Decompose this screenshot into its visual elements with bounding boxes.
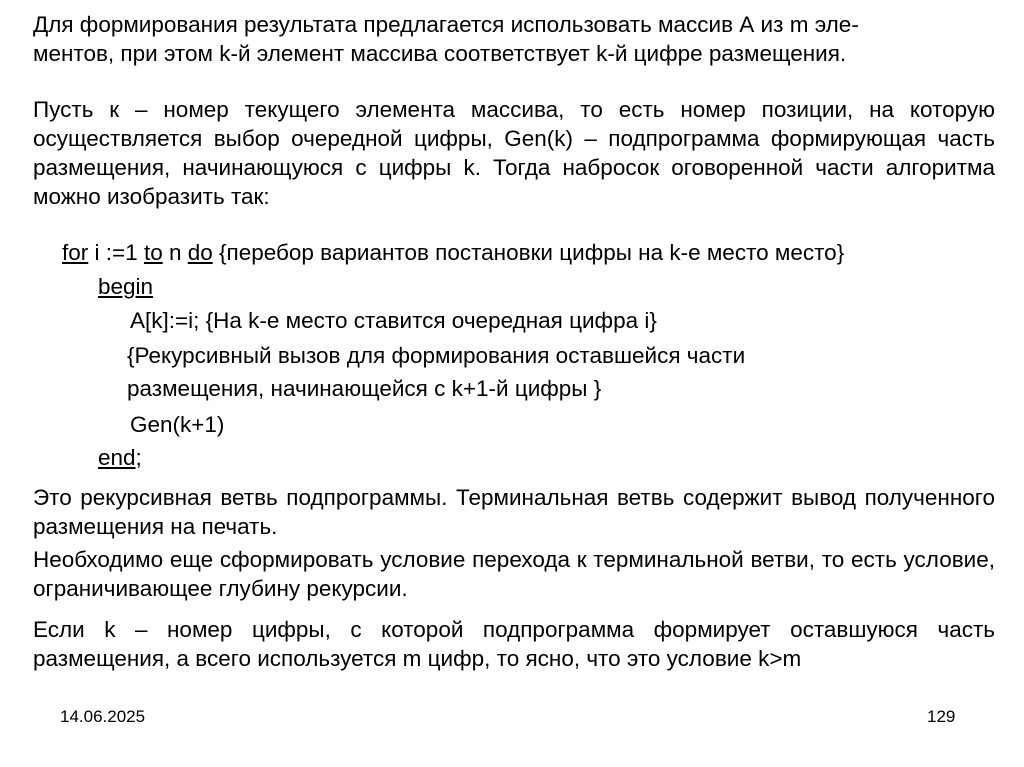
keyword-for: for (62, 240, 89, 265)
code-for-line (62, 238, 844, 267)
intro-line-2: ментов, при этом k-й элемент массива соответствует k-й цифре размещения. (33, 41, 847, 66)
code-assign-line: A[k]:=i; {На k-е место ставится очередная цифра i} (130, 308, 657, 333)
paragraph-condition-k-gt-m: Если k – номер цифры, с которой подпрограмма формирует оставшуюся часть размещения, а всего используется m цифр, то ясно, что это условие k>m (33, 617, 995, 671)
keyword-begin: begin (98, 274, 154, 299)
paragraph-recursive-branch: Это рекурсивная ветвь подпрограммы. Терминальная ветвь содержит вывод полученного размещения на печать. (33, 485, 995, 539)
paragraph-gen-description: Пусть к – номер текущего элемента массива, то есть номер позиции, на которую осуществляется выбор очередной цифры, Gen(k) – подпрограмма формирующая часть размещения, начинающуюся с цифры k. Тогда набросок оговоренной части алгоритма можно изобразить так: (33, 97, 995, 209)
code-for-range: i :=1 (88, 240, 144, 265)
keyword-to: to (143, 240, 163, 265)
footer-page-number: 129 (927, 707, 956, 726)
keyword-end: end (98, 445, 136, 470)
code-comment-line-1: {Рекурсивный вызов для формирования оставшейся части (127, 343, 746, 368)
footer-date: 14.06.2025 (60, 707, 146, 726)
code-call-line: Gen(k+1) (130, 412, 225, 437)
code-end-line (98, 443, 142, 472)
intro-line-1: Для формирования результата предлагается использовать массив А из m эле- (33, 12, 859, 37)
intro-paragraph (33, 10, 995, 68)
code-for-comment: {перебор вариантов постановки цифры на k-е место место} (212, 240, 845, 265)
code-end-semicolon: ; (135, 445, 142, 470)
code-begin-line (98, 272, 153, 301)
code-comment-line-2: размещения, начинающейся с k+1-й цифры } (127, 376, 602, 401)
paragraph-terminal-condition: Необходимо еще сформировать условие перехода к терминальной ветви, то есть условие, ограничивающее глубину рекурсии. (33, 547, 995, 601)
code-for-limit: n (162, 240, 188, 265)
keyword-do: do (187, 240, 213, 265)
